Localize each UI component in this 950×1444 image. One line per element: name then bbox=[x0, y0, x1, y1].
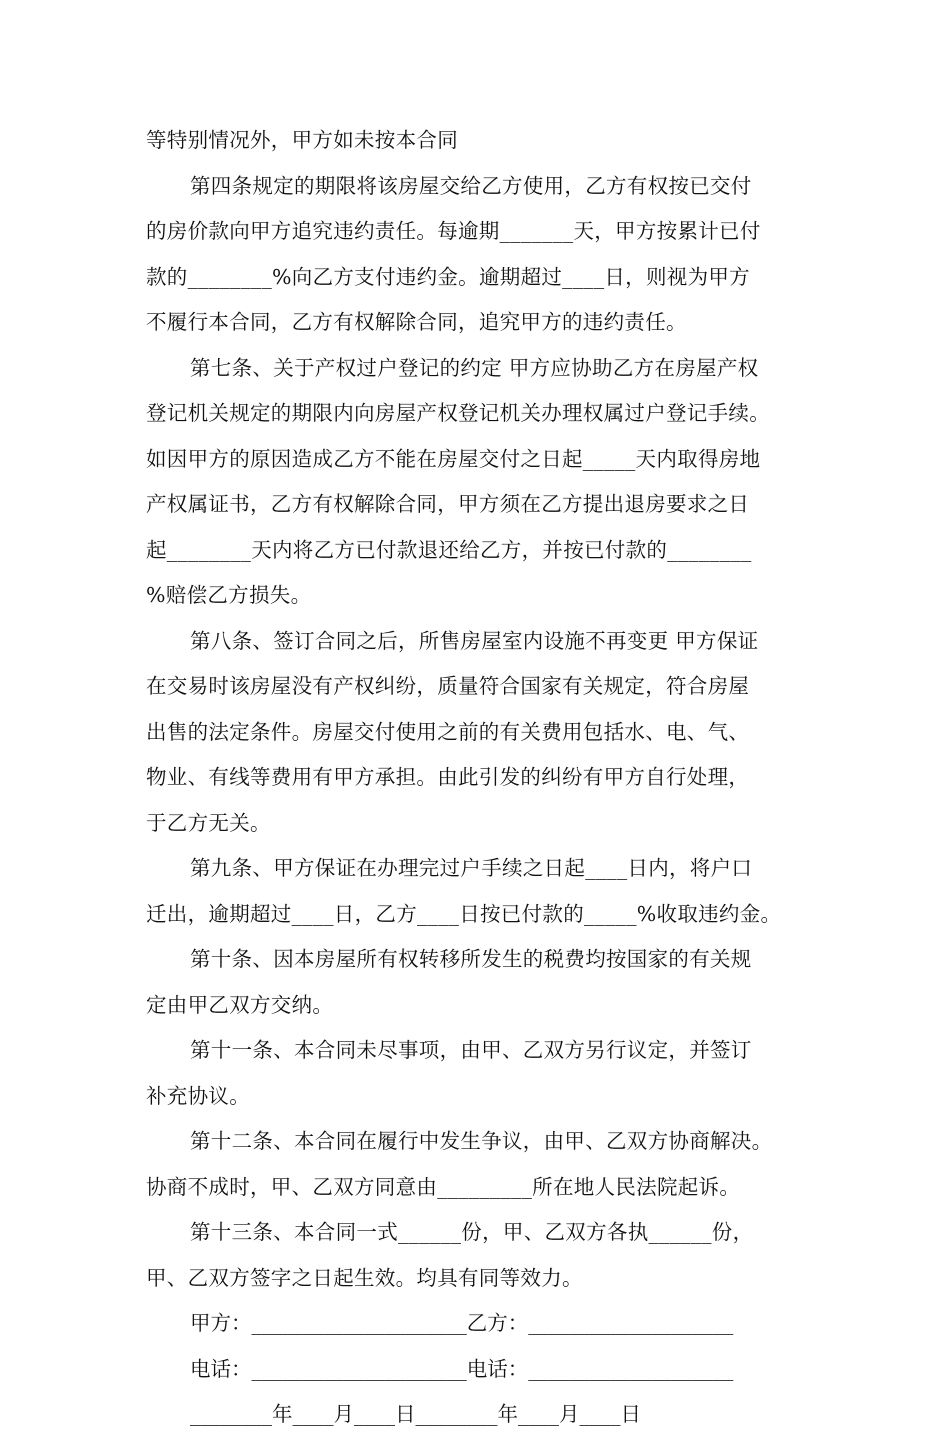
text-line: 定由甲乙双方交纳。 bbox=[146, 992, 334, 1017]
text-line: 款的________%向乙方支付违约金。逾期超过____日，则视为甲方 bbox=[146, 264, 750, 289]
contract-page bbox=[146, 124, 808, 1444]
text-line: 在交易时该房屋没有产权纠纷，质量符合国家有关规定，符合房屋 bbox=[146, 674, 750, 698]
text-line: 如因甲方的原因造成乙方不能在房屋交付之日起_____天内取得房地 bbox=[146, 446, 761, 471]
text-line: 物业、有线等费用有甲方承担。由此引发的纠纷有甲方自行处理， bbox=[146, 765, 750, 789]
text-line: 第四条规定的期限将该房屋交给乙方使用，乙方有权按已交付 bbox=[190, 173, 752, 198]
text-line: 第十一条、本合同未尽事项，由甲、乙双方另行议定，并签订 bbox=[190, 1038, 752, 1062]
text-line: 第十三条、本合同一式______份，甲、乙双方各执______份， bbox=[190, 1220, 754, 1244]
text-line: 起________天内将乙方已付款退还给乙方，并按已付款的________ bbox=[146, 537, 752, 562]
text-line: 出售的法定条件。房屋交付使用之前的有关费用包括水、电、气、 bbox=[146, 719, 750, 744]
text-line: 第十二条、本合同在履行中发生争议，由甲、乙双方协商解决。 bbox=[190, 1129, 773, 1153]
text-line: 于乙方无关。 bbox=[146, 810, 271, 835]
text-line: 第七条、关于产权过户登记的约定 甲方应协助乙方在房屋产权 bbox=[190, 355, 759, 380]
text-line: 等特别情况外，甲方如未按本合同 bbox=[146, 128, 458, 152]
text-line: 协商不成时，甲、乙双方同意由_________所在地人民法院起诉。 bbox=[146, 1174, 741, 1199]
text-line: 产权属证书，乙方有权解除合同，甲方须在乙方提出退房要求之日 bbox=[146, 492, 750, 516]
text-line: 第八条、签订合同之后，所售房屋室内设施不再变更 甲方保证 bbox=[190, 628, 759, 653]
text-line: %赔偿乙方损失。 bbox=[146, 583, 312, 607]
text-line: 甲、乙双方签字之日起生效。均具有同等效力。 bbox=[146, 1265, 583, 1290]
signature-phone-line: 电话：_____________________电话：____________________ bbox=[190, 1356, 734, 1381]
text-line: 第九条、甲方保证在办理完过户手续之日起____日内，将户口 bbox=[190, 856, 753, 880]
text-line: 迁出，逾期超过____日，乙方____日按已付款的_____%收取违约金。 bbox=[146, 901, 782, 926]
text-line: 第十条、因本房屋所有权转移所发生的税费均按国家的有关规 bbox=[190, 947, 752, 971]
text-line: 登记机关规定的期限内向房屋产权登记机关办理权属过户登记手续。 bbox=[146, 401, 770, 425]
signature-date-line: ________年____月____日________年____月____日 bbox=[190, 1402, 641, 1426]
text-line: 补充协议。 bbox=[146, 1083, 250, 1108]
text-line: 的房价款向甲方追究违约责任。每逾期_______天，甲方按累计已付 bbox=[146, 219, 761, 243]
text-line: 不履行本合同，乙方有权解除合同，追究甲方的违约责任。 bbox=[146, 310, 687, 334]
signature-party-line: 甲方：_____________________乙方：____________________ bbox=[190, 1311, 734, 1335]
